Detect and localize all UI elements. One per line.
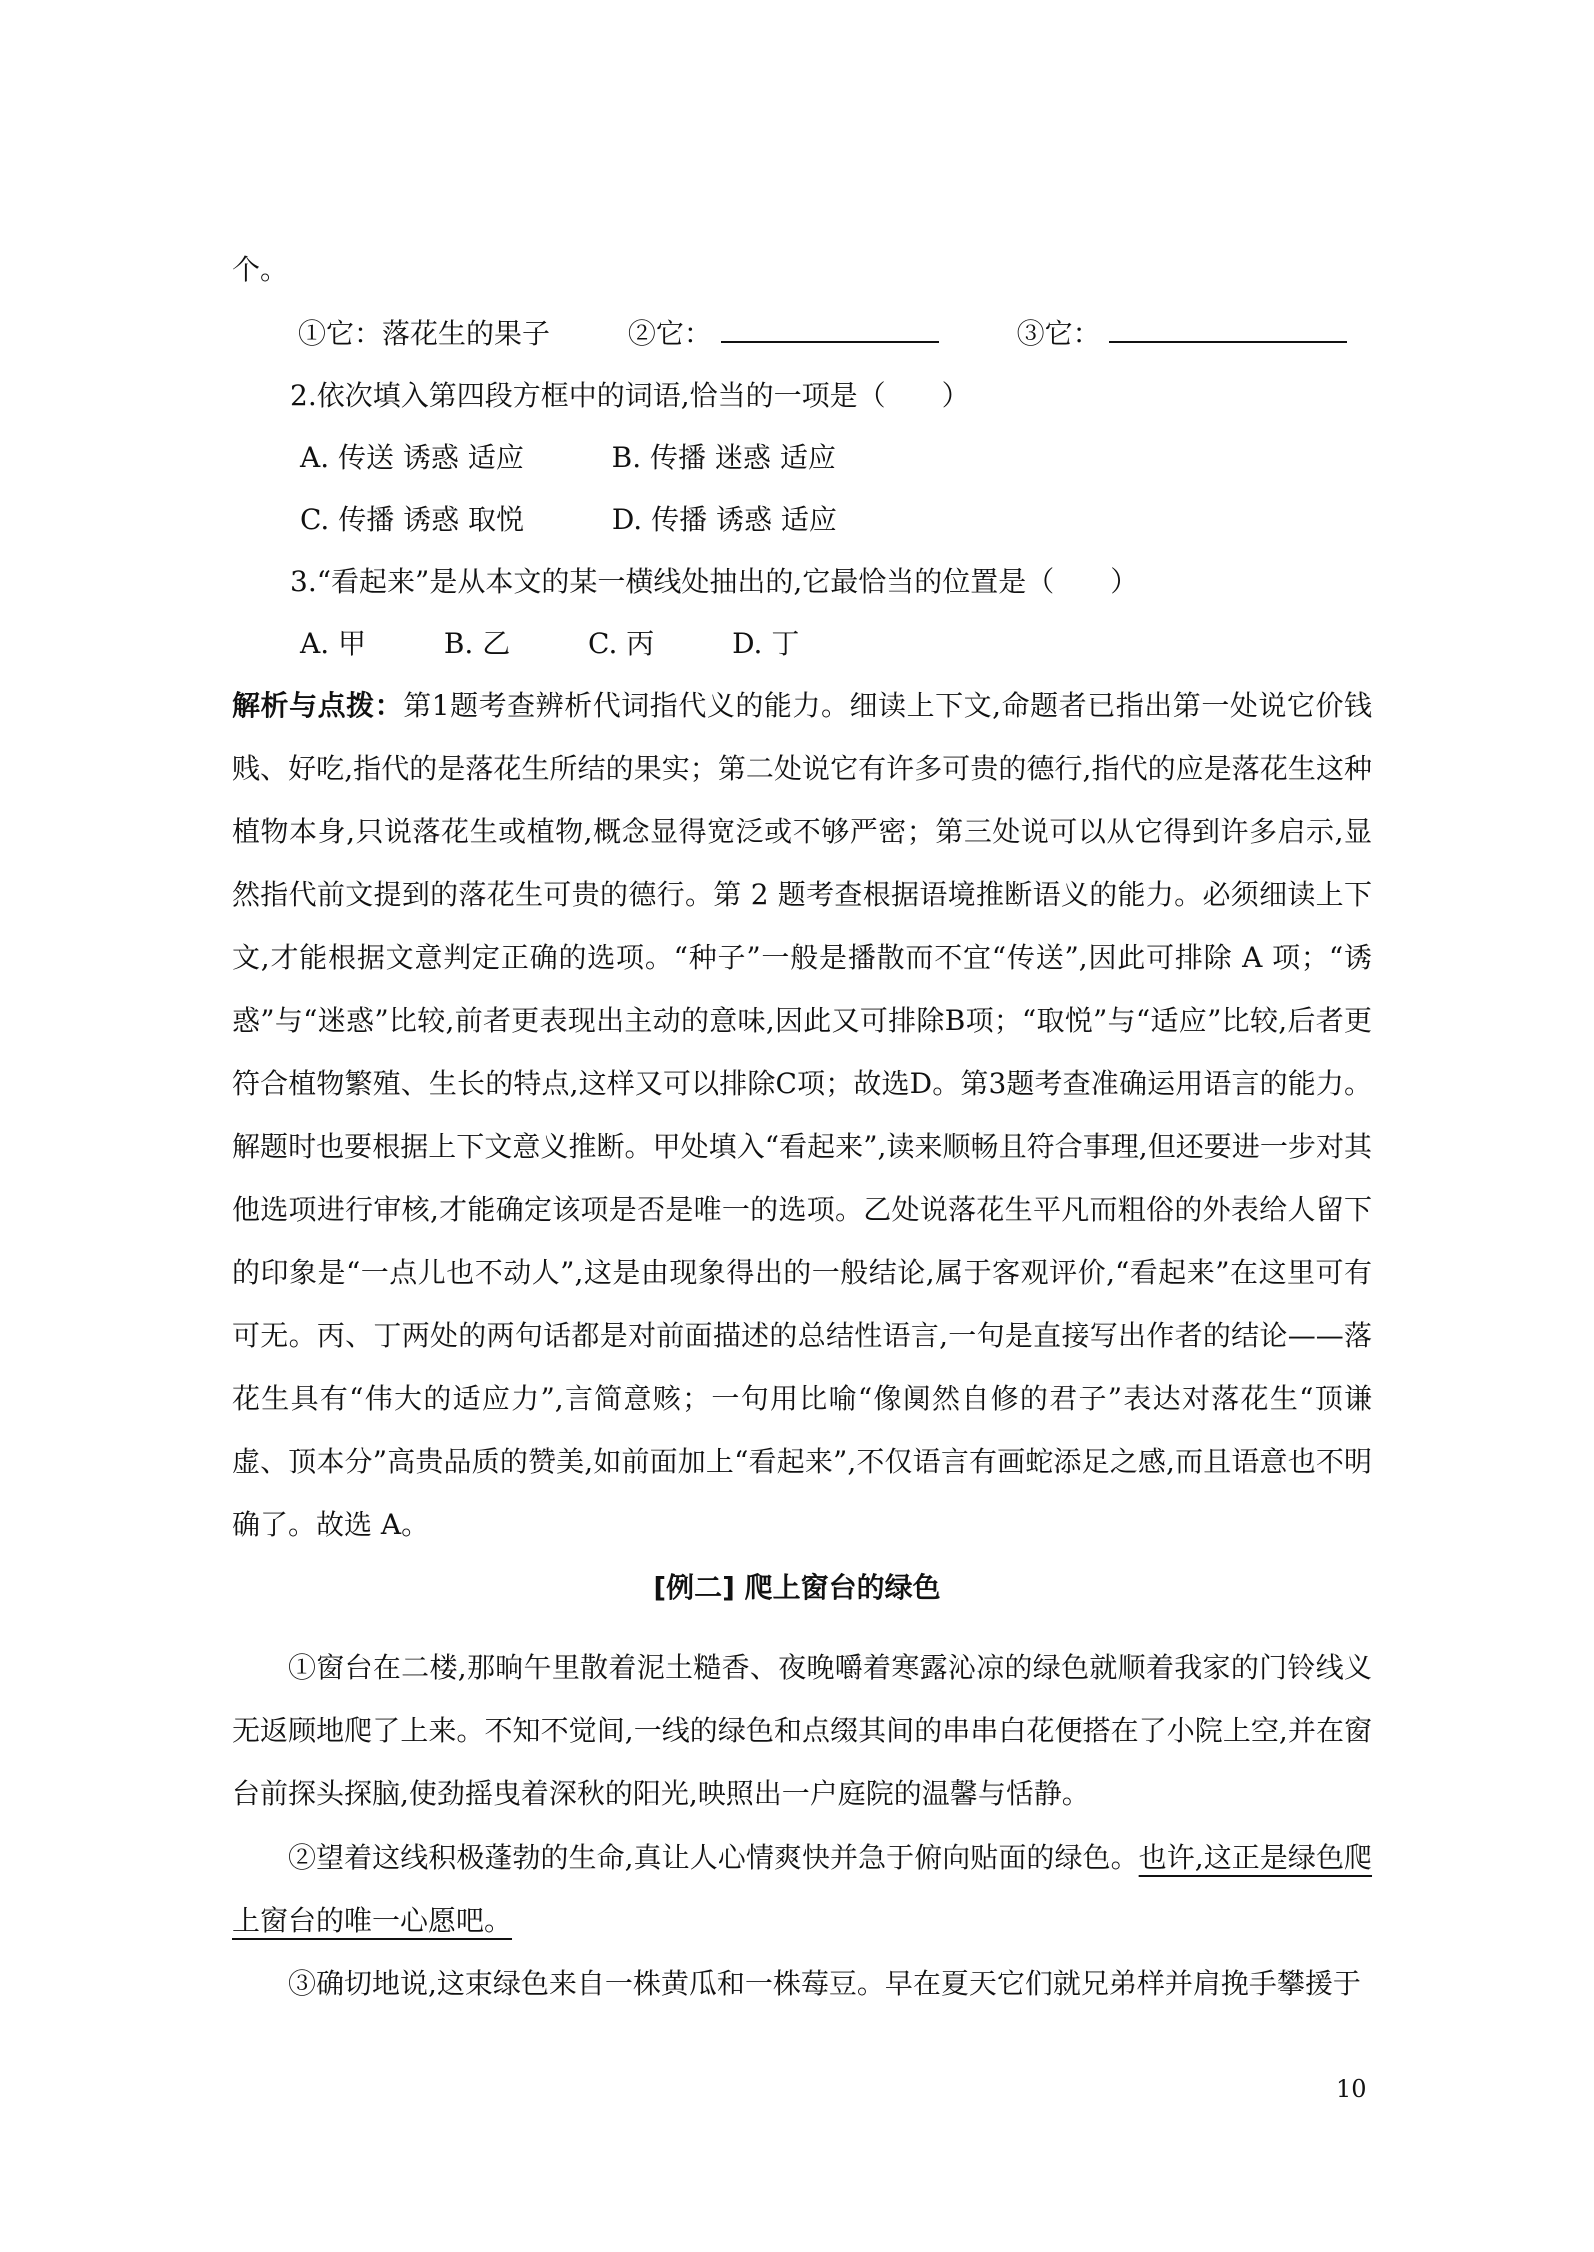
passage-paragraph-2 — [232, 1826, 1372, 1952]
analysis-paragraph — [232, 674, 1372, 1556]
example-title: [例二] 爬上窗台的绿色 — [653, 1571, 941, 1604]
option-2c: C. 传播 诱惑 取悦 — [300, 503, 525, 536]
option-3b: B. 乙 — [443, 627, 511, 660]
option-3d: D. 丁 — [732, 627, 800, 660]
answer-2-label: ②它： — [627, 317, 712, 350]
passage-2-text: ②望着这线积极蓬勃的生命,真让人心情爽快并急于俯向贴面的绿色。 — [288, 1841, 1139, 1874]
question-2-stem: 2.依次填入第四段方框中的词语,恰当的一项是（ ） — [290, 379, 970, 412]
page-number: 10 — [1336, 2075, 1367, 2103]
question-2-options-row-1 — [300, 438, 1440, 478]
question-3-options — [300, 624, 1440, 664]
passage-paragraph-3: ③确切地说,这束绿色来自一株黄瓜和一株莓豆。早在夏天它们就兄弟样并肩挽手攀援于 — [288, 1967, 1361, 2000]
answer-2-blank — [721, 315, 939, 343]
option-3c: C. 丙 — [588, 627, 655, 660]
continuation-text: 个。 — [232, 253, 289, 286]
analysis-label: 解析与点拨： — [232, 689, 404, 722]
question-2-options-row-2 — [300, 500, 1440, 540]
passage-paragraph-1: ①窗台在二楼,那晌午里散着泥土糙香、夜晚嚼着寒露沁凉的绿色就顺着我家的门铃线义无返顾地爬了上来。不知不觉间,一线的绿色和点缀其间的串串白花便搭在了小院上空,并在窗台前探头探脑,使劲摇曳着深秋的阳光,映照出一户庭院的温馨与恬静。 — [232, 1651, 1372, 1810]
analysis-text: 第1题考查辨析代词指代义的能力。细读上下文,命题者已指出第一处说它价钱贱、好吃,指代的是落花生所结的果实；第二处说它有许多可贵的德行,指代的应是落花生这种植物本身,只说落花生或植物,概念显得宽泛或不够严密；第三处说可以从它得到许多启示,显然指代前文提到的落花生可贵的德行。第 2 题考查根据语境推断语义的能力。必须细读上下文,才能根据文意判定正确的选项。“种子”一般是播散而不宜“传送”,因此可排除 A 项；“诱惑”与“迷惑”比较,前者更表现出主动的意味,因此又可排除B项；“取悦”与“适应”比较,后者更符合植物繁殖、生长的特点,这样又可以排除C项；故选D。第3题考查准确运用语言的能力。解题时也要根据上下文意义推断。甲处填入“看起来”,读来顺畅且符合事理,但还要进一步对其他选项进行审核,才能确定该项是否是唯一的选项。乙处说落花生平凡而粗俗的外表给人留下的印象是“一点儿也不动人”,这是由现象得出的一般结论,属于客观评价,“看起来”在这里可有可无。丙、丁两处的两句话都是对前面描述的总结性语言,一句是直接写出作者的结论——落花生具有“伟大的适应力”,言简意赅；一句用比喻“像阒然自修的君子”表达对落花生“顶谦虚、顶本分”高贵品质的赞美,如前面加上“看起来”,不仅语言有画蛇添足之感,而且语意也不明确了。故选 A。 — [232, 689, 1372, 1541]
answer-1: ①它：落花生的果子 — [298, 317, 551, 350]
option-3a: A. 甲 — [300, 627, 367, 660]
passage-2-underlined: 也许,这正是绿色爬上窗台的唯一心愿吧。 — [232, 1841, 1373, 1937]
question-3-stem: 3.“看起来”是从本文的某一横线处抽出的,它最恰当的位置是（ ） — [290, 565, 1139, 598]
option-2b: B. 传播 迷惑 适应 — [611, 441, 836, 474]
option-2d: D. 传播 诱惑 适应 — [611, 503, 837, 536]
answer-row — [298, 314, 1438, 354]
answer-3-label: ③它： — [1016, 317, 1101, 350]
answer-3-blank — [1109, 315, 1347, 343]
option-2a: A. 传送 诱惑 适应 — [300, 441, 524, 474]
